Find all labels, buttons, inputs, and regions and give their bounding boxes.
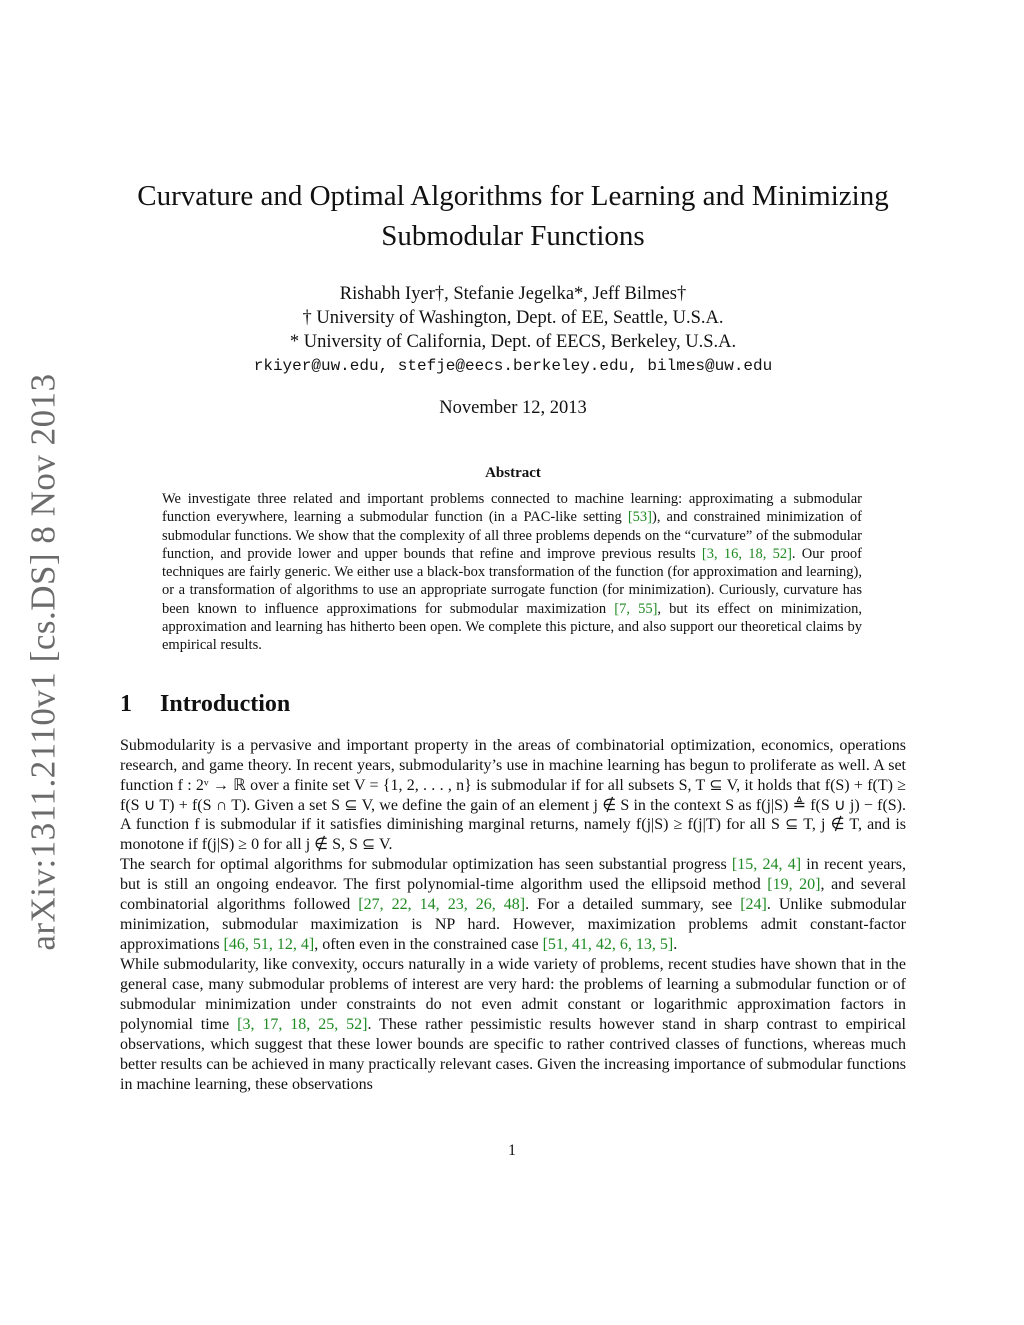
citation-link[interactable]: [46, 51, 12, 4] bbox=[223, 936, 315, 954]
section-number: 1 bbox=[120, 690, 132, 717]
author-block bbox=[120, 282, 906, 354]
page-number: 1 bbox=[508, 1142, 516, 1159]
citation-link[interactable]: [27, 22, 14, 23, 26, 48] bbox=[358, 896, 526, 914]
author-emails: rkiyer@uw.edu, stefje@eecs.berkeley.edu, bilmes@uw.edu bbox=[253, 357, 773, 375]
citation-link[interactable]: [53] bbox=[627, 509, 653, 526]
paper-date: November 12, 2013 bbox=[439, 398, 587, 418]
arxiv-identifier bbox=[22, 362, 66, 962]
section-title: Introduction bbox=[160, 690, 291, 717]
abstract-text: We investigate three related and important problems connected to machine learning: approximating a submodular function everywhere, learning a submodular function (in a PAC-like setting [53]), and constrained minimization of submodular functions. We show that the complexity of all three problems depends on the “curvature” of the submodular function, and provide lower and upper bounds that refine and improve previous results [3, 16, 18, 52]. Our proof techniques are fairly generic. We either use a black-box transformation of the function (for approximation and learning), or a transformation of algorithms to use an appropriate surrogate function (for minimization). Curiously, curvature has been known to influence approximations for submodular maximization [7, 55], but its effect on minimization, approximation and learning has hitherto been open. We complete this picture, and also support our theoretical claims by empirical results. bbox=[162, 491, 863, 654]
arxiv-identifier-text: arXiv:1311.2110v1 [cs.DS] 8 Nov 2013 bbox=[24, 373, 63, 951]
citation-link[interactable]: [7, 55] bbox=[614, 600, 658, 617]
paper-page bbox=[120, 176, 906, 1095]
title-line-1: Curvature and Optimal Algorithms for Learning and Minimizing bbox=[137, 180, 889, 212]
introduction-body bbox=[120, 736, 906, 1095]
citation-link[interactable]: [24] bbox=[740, 896, 767, 914]
citation-link[interactable]: [3, 17, 18, 25, 52] bbox=[237, 1016, 368, 1034]
authors: Rishabh Iyer†, Stefanie Jegelka*, Jeff Bilmes† bbox=[339, 284, 687, 304]
affiliation-washington: † University of Washington, Dept. of EE, Seattle, U.S.A. bbox=[302, 308, 724, 328]
citation-link[interactable]: [51, 41, 42, 6, 13, 5] bbox=[542, 936, 674, 954]
paragraph-3: While submodularity, like convexity, occurs naturally in a wide variety of problems, recent studies have shown that in the general case, many submodular problems of interest are very hard: the problems of learning a submodular function or of submodular minimization under constraints do not even admit constant or logarithmic approximation factors in polynomial time [3, 17, 18, 25, 52]. These rather pessimistic results however stand in sharp contrast to empirical observations, which suggest that these lower bounds are specific to rather contrived classes of functions, whereas much better results can be achieved in many practically relevant cases. Given the increasing importance of submodular functions in machine learning, these observations bbox=[120, 956, 906, 1093]
paragraph-2: The search for optimal algorithms for submodular optimization has seen substantial progress [15, 24, 4] in recent years, but is still an ongoing endeavor. The first polynomial-time algorithm used the ellipsoid method [19, 20], and several combinatorial algorithms followed [27, 22, 14, 23, 26, 48]. For a detailed summary, see [24]. Unlike submodular minimization, submodular maximization is NP hard. However, maximization problems admit constant-factor approximations [46, 51, 12, 4], often even in the constrained case [51, 41, 42, 6, 13, 5]. bbox=[120, 856, 907, 954]
citation-link[interactable]: [3, 16, 18, 52] bbox=[701, 545, 792, 562]
section-heading-introduction bbox=[120, 691, 906, 718]
title-line-2: Submodular Functions bbox=[381, 220, 645, 252]
affiliation-berkeley: * University of California, Dept. of EECS, Berkeley, U.S.A. bbox=[289, 332, 737, 352]
citation-link[interactable]: [15, 24, 4] bbox=[731, 856, 802, 874]
paper-title bbox=[90, 176, 936, 256]
abstract-heading: Abstract bbox=[485, 465, 541, 481]
paragraph-1: Submodularity is a pervasive and important property in the areas of combinatorial optimization, economics, operations research, and game theory. In recent years, submodularity’s use in machine learning has begun to proliferate as well. A set function f : 2ᵛ → ℝ over a finite set V = {1, 2, . . . , n} is submodular if for all subsets S, T ⊆ V, it holds that f(S) + f(T) ≥ f(S ∪ T) + f(S ∩ T). Given a set S ⊆ V, we define the gain of an element j ∉ S in the context S as f(j|S) ≜ f(S ∪ j) − f(S). A function f is submodular if it satisfies diminishing marginal returns, namely f(j|S) ≥ f(j|T) for all S ⊆ T, j ∉ T, and is monotone if f(j|S) ≥ 0 for all j ∉ S, S ⊆ V. bbox=[120, 736, 906, 854]
citation-link[interactable]: [19, 20] bbox=[767, 876, 821, 894]
